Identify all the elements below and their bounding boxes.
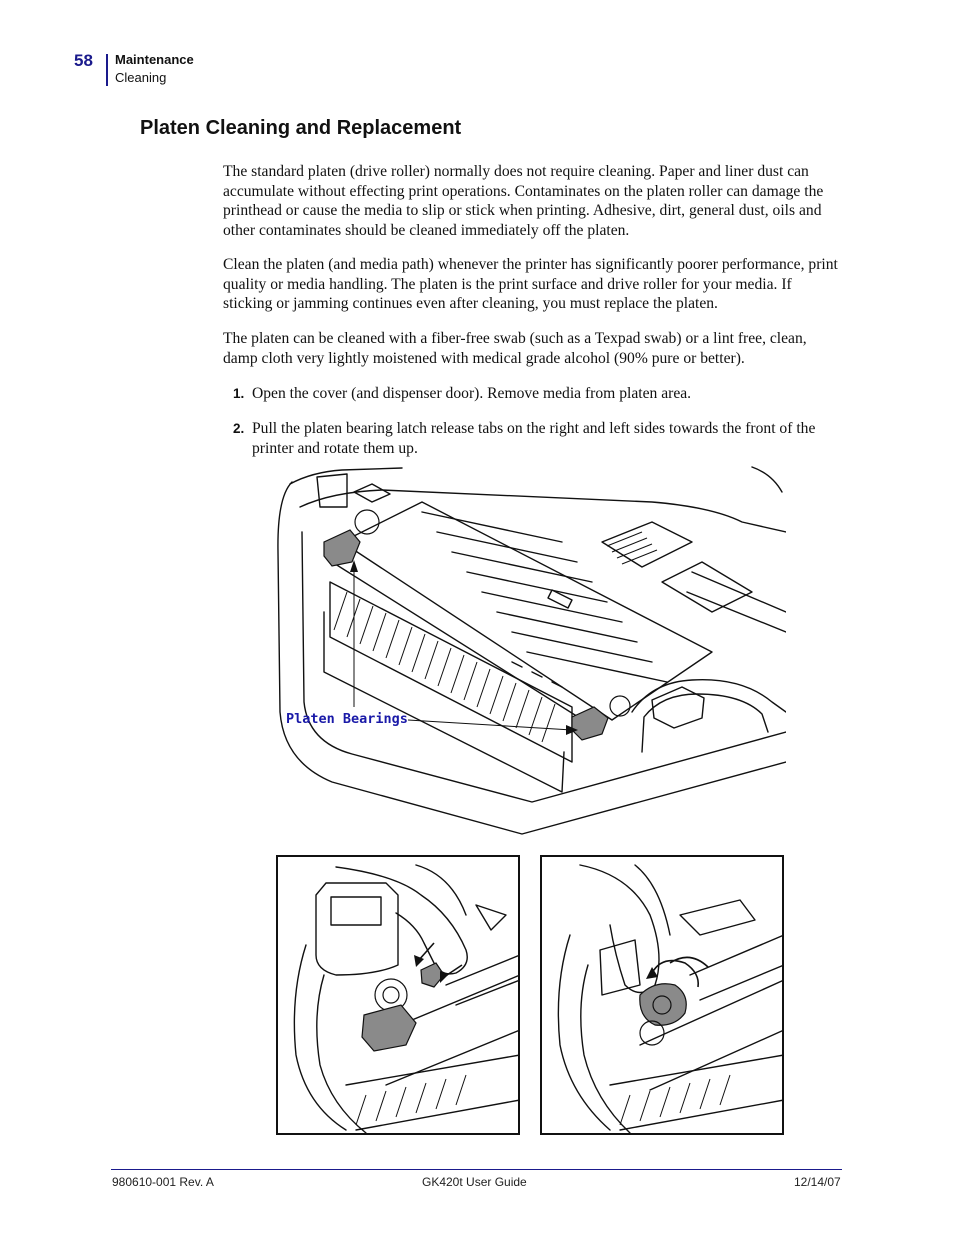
footer-guide-title: GK420t User Guide [422,1175,527,1189]
header-divider [106,54,108,86]
step-text: Pull the platen bearing latch release tabs on the right and left sides towards the front of the printer and rotate them up. [252,420,816,457]
page-title: Platen Cleaning and Replacement [140,117,462,139]
section-title: Maintenance [115,52,194,67]
footer-date: 12/14/07 [794,1175,841,1189]
step-number: 2. [233,421,245,436]
step-number: 1. [233,386,245,401]
platen-printer-illustration [272,462,786,840]
paragraph-how-to-clean: The platen can be cleaned with a fiber-free swab (such as a Texpad swab) or a lint free, clean, damp cloth very lightly moistened with medical grade alcohol (90% pure or better). [223,330,807,367]
footer-doc-number: 980610-001 Rev. A [112,1175,214,1189]
paragraph-intro: The standard platen (drive roller) normally does not require cleaning. Paper and liner dust can accumulate without effecting print operations. Contaminates on the platen roller can damage the printhead or cause the media to slip or stick when printing. Adhesive, dirt, general dust, oils and other contaminates should be cleaned immediately off the platen. [223,163,824,239]
footer-rule [111,1169,842,1170]
step-text: Open the cover (and dispenser door). Remove media from platen area. [252,385,692,402]
step-2 [233,419,841,458]
latch-pull-detail-illustration [276,855,520,1135]
step-1 [233,384,841,404]
latch-rotate-detail-illustration [540,855,784,1135]
platen-bearings-callout: Platen Bearings [286,711,408,727]
subsection-title: Cleaning [115,70,167,85]
paragraph-when-to-clean: Clean the platen (and media path) whenever the printer has significantly poorer performance, print quality or media handling. The platen is the print surface and drive roller for your media. If sticking or jamming continues even after cleaning, you must replace the platen. [223,256,838,312]
page-number: 58 [74,51,93,70]
